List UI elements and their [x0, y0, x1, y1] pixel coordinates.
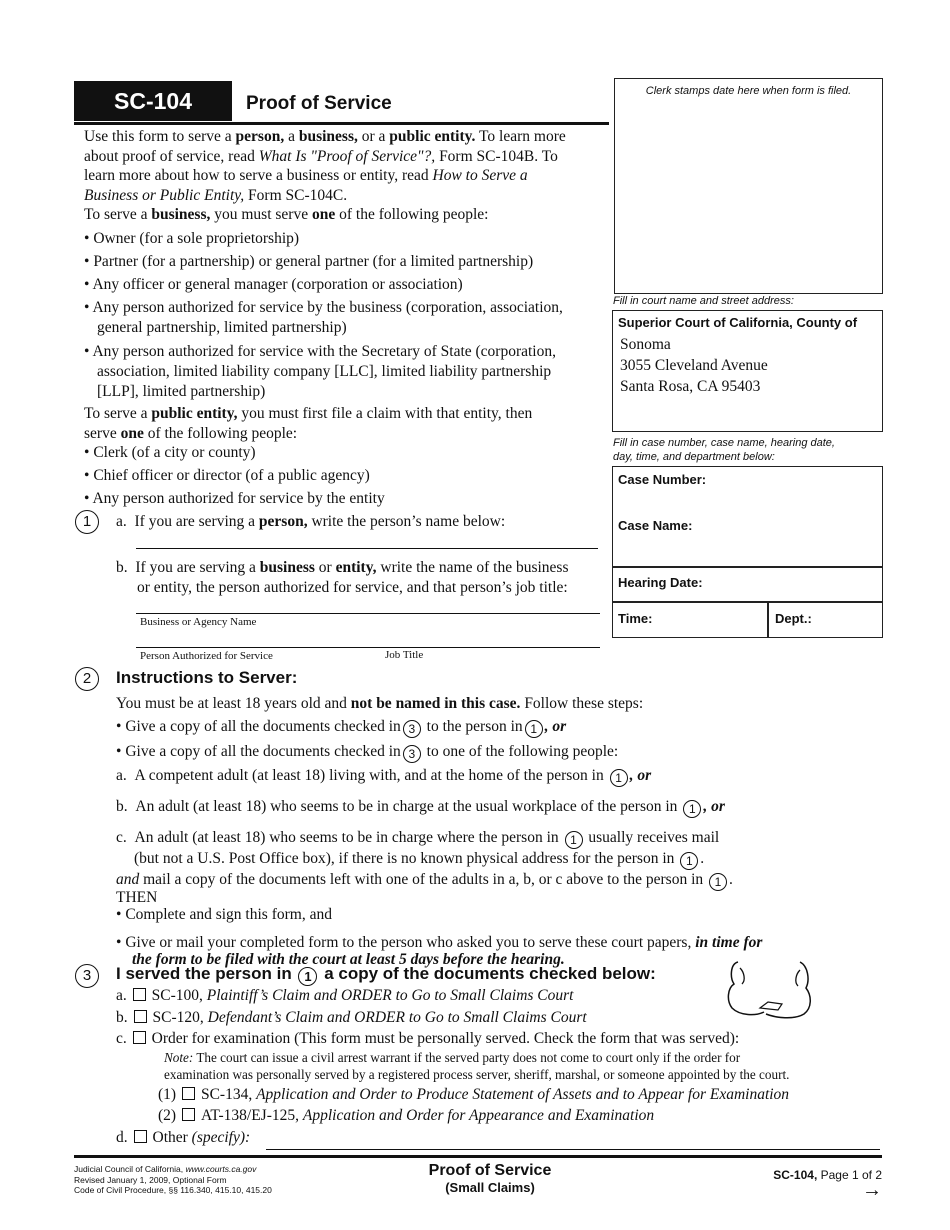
- section-1a: a. If you are serving a person, write the person’s name below:: [116, 513, 506, 530]
- business-name-label: Business or Agency Name: [140, 616, 257, 628]
- clerk-stamp-box: [614, 78, 883, 294]
- section-3-items: a. SC-100, Plaintiff’s Claim and ORDER to Go to Small Claims Court b. SC-120, Defendant’s Claim and ORDER to Go to Small Claims Court c. Order for examination (This form must be personally served. Check the form that was served): Note: The court can issue a civil arrest warrant if the served party does not come to court only if the order for examination was personally served by a registered process server, sheriff, marshal, or someone appointed by the court. (1) SC-134, Application and Order to Produce Statement of Assets and to Appear for Examination (2) AT-138/EJ-125, Application and Order for Appearance and Examination d. Other (specify):: [116, 987, 790, 1146]
- dept-label: Dept.:: [775, 611, 812, 626]
- section-3-heading: I served the person in 1 a copy of the documents checked below:: [116, 964, 656, 984]
- section-2-body: You must be at least 18 years old and not be named in this case. Follow these steps: • Give a copy of all the documents checked in 3 to the person in 1 , or • Give a copy of all the documents checked in 3 to one of the following people: a. A competent adult (at least 18) living with, and at the home of the person in 1 , or b. An adult (at least 18) who seems to be in charge at the usual workplace of the person in 1 , or c. An adult (at least 18) who seems to be in charge where the person in 1 usually receives mail (but not a U.S. Post Office box), if there is no known physical address for the person in 1 . and mail a copy of the documents left with one of the adults in a, b, or c above to the person in 1 . THEN • Complete and sign this form, and • Give or mail your completed form to the person who asked you to serve these court papers, in time for the form to be filed with the court at least 5 days before the hearing.: [116, 694, 876, 968]
- clerk-stamp-label: Clerk stamps date here when form is filed.: [645, 85, 852, 97]
- case-divider-1: [613, 566, 882, 568]
- person-name-line[interactable]: [136, 548, 598, 549]
- case-info-box: [612, 466, 883, 638]
- intro-text: Use this form to serve a person, a business, or a public entity. To learn more about proof of service, read What Is "Proof of Service"?, Form SC-104B. To learn more about how to serve a business or entity, read How to Serve a Business or Public Entity, Form SC-104C. To serve a business, you must serve one of the following people:: [84, 128, 566, 224]
- hearing-date-label: Hearing Date:: [618, 575, 703, 590]
- business-people-list: [84, 229, 609, 401]
- section-2-number: 2: [75, 667, 99, 691]
- section-1-number: 1: [75, 510, 99, 534]
- checkbox-at138[interactable]: [182, 1108, 195, 1121]
- case-number-label: Case Number:: [618, 472, 707, 487]
- court-county: Sonoma: [620, 336, 671, 353]
- list-item: • Any person authorized for service by the business (corporation, association, general partnership, limited partnership): [84, 298, 609, 337]
- list-item: • Clerk (of a city or county): [84, 443, 609, 463]
- list-item: • Any person authorized for service by the entity: [84, 489, 609, 509]
- other-specify-line[interactable]: [266, 1149, 880, 1150]
- case-label-line1: Fill in case number, case name, hearing date,: [613, 437, 835, 449]
- form-id: SC-104: [114, 88, 192, 114]
- next-page-arrow-icon: →: [862, 1179, 882, 1201]
- court-name: Superior Court of California, County of: [618, 315, 858, 330]
- checkbox-sc120[interactable]: [134, 1010, 147, 1023]
- checkbox-other[interactable]: [134, 1130, 147, 1143]
- business-name-line[interactable]: [136, 613, 600, 614]
- footer-rule: [74, 1155, 882, 1158]
- time-dept-divider: [767, 602, 769, 637]
- case-name-label: Case Name:: [618, 518, 693, 533]
- footer-left: Judicial Council of California, www.courts.ca.gov Revised January 1, 2009, Optional Form Code of Civil Procedure, §§ 116.340, 415.10, 415.20: [74, 1164, 272, 1195]
- form-id-badge: [74, 81, 232, 121]
- job-title-label: Job Title: [385, 649, 424, 661]
- court-box: [612, 310, 883, 432]
- court-label: Fill in court name and street address:: [613, 295, 794, 307]
- footer-right: SC-104, Page 1 of 2 →: [740, 1168, 882, 1198]
- footer-center: Proof of Service (Small Claims): [428, 1162, 552, 1195]
- list-item: • Partner (for a partnership) or general partner (for a limited partnership): [84, 252, 609, 272]
- section-1b: b. If you are serving a business or entity, write the name of the business or entity, the person authorized for service, and that person’s job title:: [116, 559, 569, 596]
- list-item: • Chief officer or director (of a public agency): [84, 466, 609, 486]
- time-label: Time:: [618, 611, 653, 626]
- court-city: Santa Rosa, CA 95403: [620, 378, 761, 395]
- list-item: • Any person authorized for service with the Secretary of State (corporation, association, limited liability company [LLC], limited liability partnership [LLP], limited partnership): [84, 342, 609, 401]
- checkbox-sc134[interactable]: [182, 1087, 195, 1100]
- section-2-heading: Instructions to Server:: [116, 668, 298, 687]
- case-label-line2: day, time, and department below:: [613, 451, 775, 463]
- court-street: 3055 Cleveland Avenue: [620, 357, 768, 374]
- person-authorized-label: Person Authorized for Service: [140, 650, 273, 662]
- case-divider-2: [613, 601, 882, 603]
- public-entity-text: To serve a public entity, you must first file a claim with that entity, then serve one of the following people: • Clerk (of a city or county) • Chief officer or director (of a public agency) • Any person authorized for service by the entity: [84, 404, 609, 509]
- person-authorized-line[interactable]: [136, 647, 600, 648]
- checkbox-order-exam[interactable]: [133, 1031, 146, 1044]
- header-rule: [74, 122, 609, 125]
- page-title: Proof of Service: [246, 93, 392, 114]
- section-3-number: 3: [75, 964, 99, 988]
- checkbox-sc100[interactable]: [133, 988, 146, 1001]
- list-item: • Owner (for a sole proprietorship): [84, 229, 609, 249]
- list-item: • Any officer or general manager (corporation or association): [84, 275, 609, 295]
